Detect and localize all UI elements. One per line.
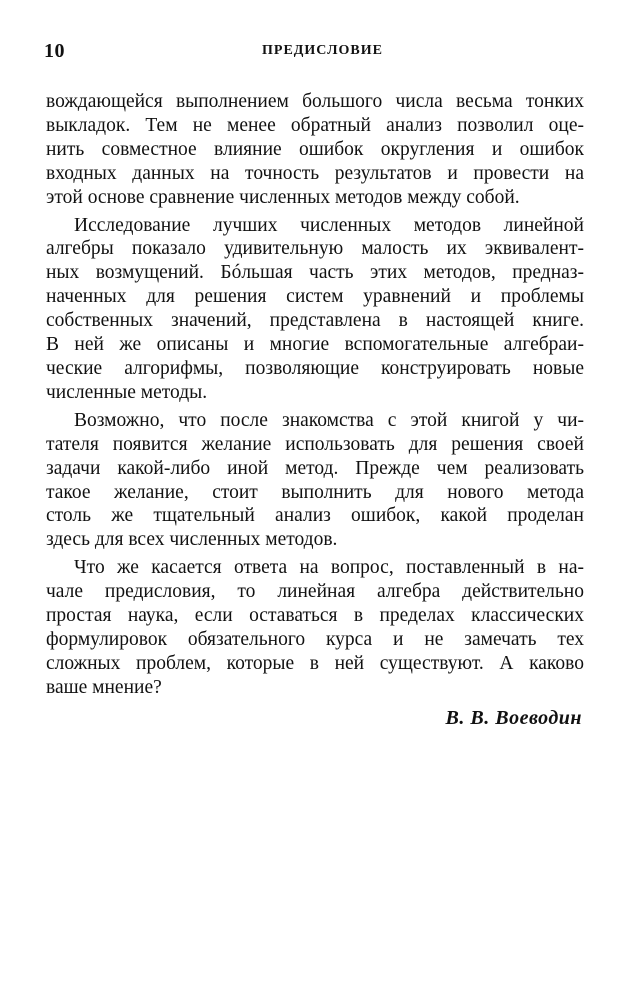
text-line: задачи какой-либо иной метод. Прежде чем реализовать <box>46 457 584 479</box>
text-line: вождающейся выполнением большого числа весьма тонких <box>46 91 584 112</box>
text-line: нить совместное влияние ошибок округления и ошибок <box>46 138 584 160</box>
text-line: численные методы. <box>46 381 208 403</box>
page-number: 10 <box>44 40 65 62</box>
text-line: такое желание, стоит выполнить для нового метода <box>46 481 584 503</box>
text-line: формулировок обязательного курса и не замечать тех <box>46 628 584 650</box>
paragraph-1 <box>46 90 584 210</box>
text-line: наченных для решения систем уравнений и проблемы <box>46 286 584 308</box>
paragraph-3 <box>46 409 584 552</box>
text-line: Исследование лучших численных методов линейной <box>74 214 584 236</box>
text-line: здесь для всех численных методов. <box>46 529 338 551</box>
text-line: выкладок. Тем не менее обратный анализ позволил оце- <box>46 114 584 136</box>
body-text <box>46 90 584 704</box>
text-line: простая наука, если оставаться в пределах классических <box>46 605 584 627</box>
text-line: Возможно, что после знакомства с этой книгой у чи- <box>74 409 584 431</box>
text-line: этой основе сравнение численных методов между собой. <box>46 186 520 208</box>
paragraph-2 <box>46 214 584 405</box>
text-line: ных возмущений. Бóльшая часть этих методов, предназ- <box>46 262 584 284</box>
text-line: чале предисловия, то линейная алгебра действительно <box>46 581 584 603</box>
paragraph-4 <box>46 556 584 699</box>
text-line: тателя появится желание использовать для решения своей <box>46 433 584 455</box>
author-signature: В. В. Воеводин <box>445 707 582 729</box>
text-line: ваше мнение? <box>46 676 162 698</box>
text-line: сложных проблем, которые в ней существуют. А каково <box>46 652 584 674</box>
text-line: Что же касается ответа на вопрос, поставленный в на- <box>74 557 584 579</box>
running-head: ПРЕДИСЛОВИЕ <box>262 43 383 58</box>
text-line: В ней же описаны и многие вспомогательные алгебраи- <box>46 334 584 356</box>
text-line: столь же тщательный анализ ошибок, какой проделан <box>46 505 584 527</box>
text-line: алгебры показало удивительную малость их эквивалент- <box>46 238 584 260</box>
text-line: собственных значений, представлена в настоящей книге. <box>46 310 584 332</box>
text-line: ческие алгорифмы, позволяющие конструировать новые <box>46 357 584 379</box>
text-line: входных данных на точность результатов и провести на <box>46 162 584 184</box>
